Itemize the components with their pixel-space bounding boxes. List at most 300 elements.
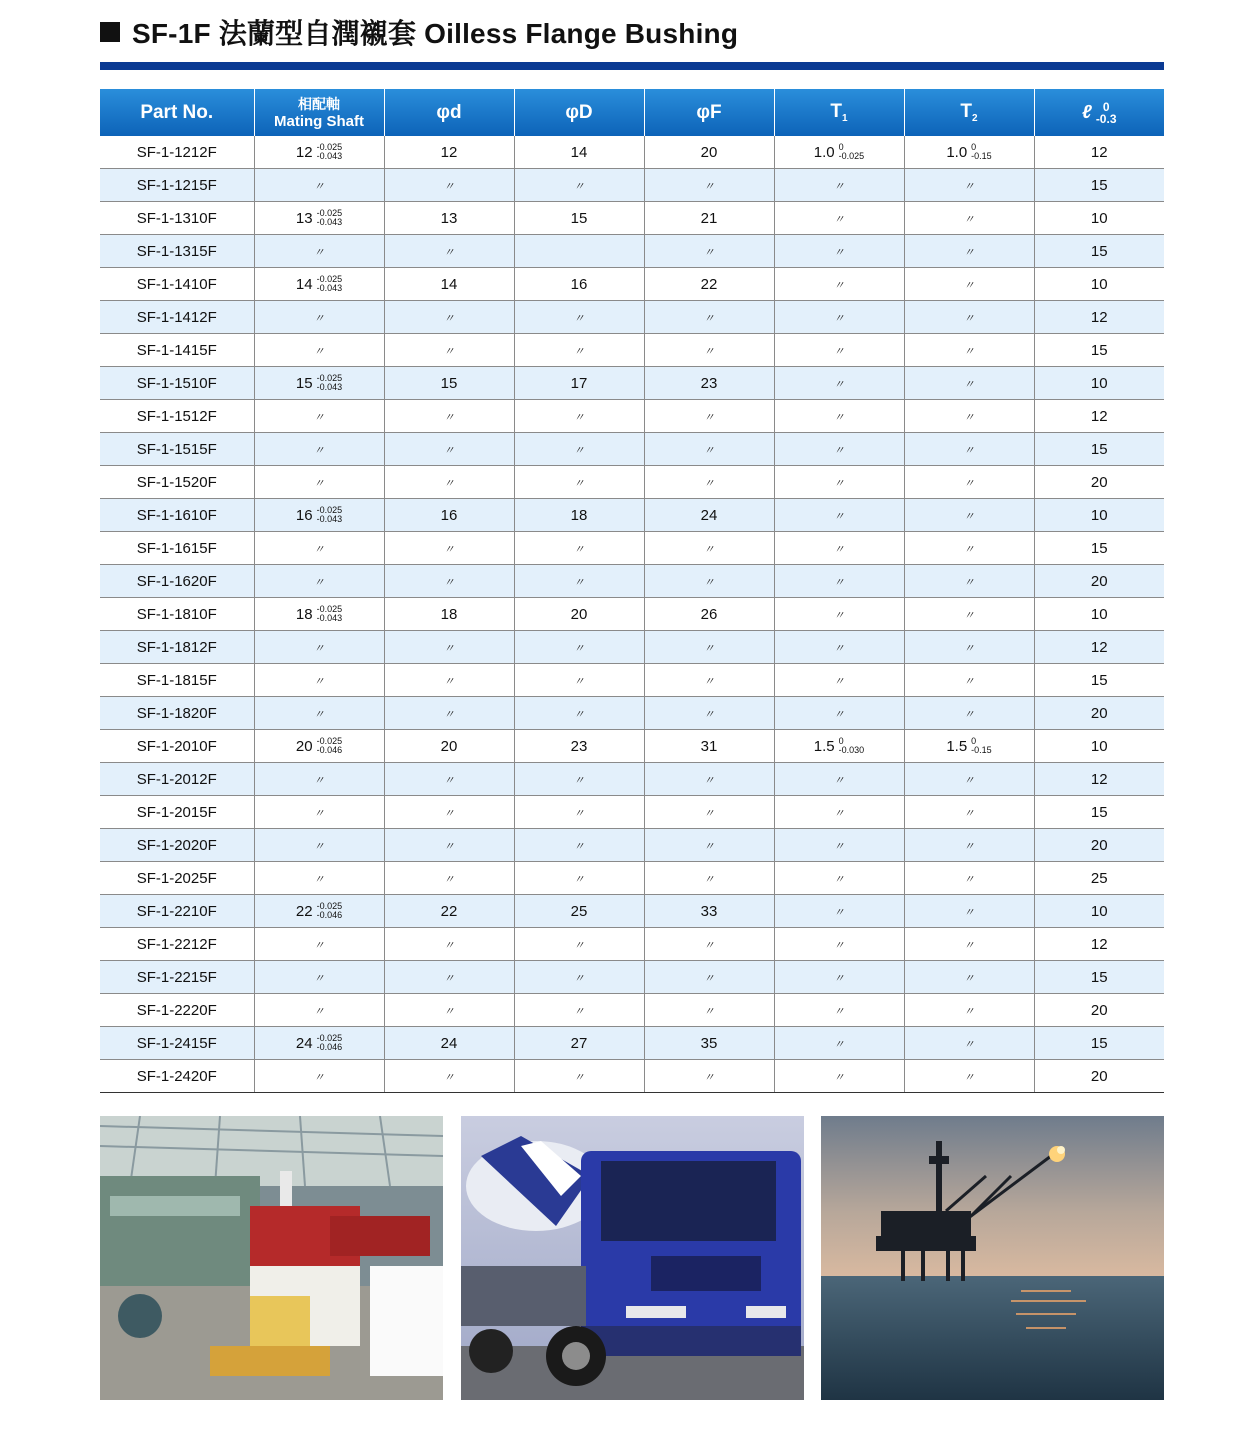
cell-d-value: 16 xyxy=(440,506,458,524)
cell-F-value: 33 xyxy=(700,902,718,920)
cell-d xyxy=(384,334,514,367)
cell-F-value: 23 xyxy=(700,374,718,392)
cell-l-value: 15 xyxy=(1090,803,1108,821)
cell-D xyxy=(514,994,644,1027)
cell-D xyxy=(514,466,644,499)
cell-F-value: 26 xyxy=(700,605,718,623)
cell-part-no: SF-1-1212F xyxy=(100,136,254,169)
cell-d xyxy=(384,730,514,763)
cell-t2 xyxy=(904,1027,1034,1060)
header-t1 xyxy=(774,89,904,136)
cell-d-value: 〃 xyxy=(443,444,455,457)
cell-F-value: 〃 xyxy=(703,345,715,358)
cell-d xyxy=(384,433,514,466)
cell-t2 xyxy=(904,235,1034,268)
cell-shaft xyxy=(254,202,384,235)
cell-shaft xyxy=(254,796,384,829)
table-row xyxy=(100,598,1164,631)
cell-F-value: 〃 xyxy=(703,840,715,853)
cell-t1 xyxy=(774,631,904,664)
cell-t2 xyxy=(904,169,1034,202)
tolerance-lower: -0.025 xyxy=(838,151,865,161)
cell-shaft xyxy=(254,466,384,499)
cell-l xyxy=(1034,928,1164,961)
cell-D-value: 〃 xyxy=(573,774,585,787)
cell-l xyxy=(1034,334,1164,367)
cell-shaft xyxy=(254,1027,384,1060)
cell-t1 xyxy=(774,433,904,466)
cell-F xyxy=(644,532,774,565)
cell-F-value: 〃 xyxy=(703,180,715,193)
cell-part-no: SF-1-1810F xyxy=(100,598,254,631)
cell-l xyxy=(1034,202,1164,235)
cell-t2-value: 〃 xyxy=(963,873,975,886)
cell-t2 xyxy=(904,334,1034,367)
cell-t2-value: 〃 xyxy=(963,279,975,292)
cell-l xyxy=(1034,862,1164,895)
cell-t1-value: 〃 xyxy=(833,774,845,787)
cell-t2-value: 〃 xyxy=(963,1071,975,1084)
table-header-row xyxy=(100,89,1164,136)
cell-t2 xyxy=(904,631,1034,664)
cell-d xyxy=(384,1027,514,1060)
cell-t2-value: 〃 xyxy=(963,378,975,391)
cell-F xyxy=(644,400,774,433)
cell-shaft xyxy=(254,598,384,631)
table-row xyxy=(100,169,1164,202)
cell-part-no: SF-1-1510F xyxy=(100,367,254,400)
cell-l xyxy=(1034,136,1164,169)
cell-F xyxy=(644,829,774,862)
table-row xyxy=(100,664,1164,697)
cell-D xyxy=(514,928,644,961)
cell-D-value: 〃 xyxy=(573,543,585,556)
cell-t1-value: 〃 xyxy=(833,1071,845,1084)
cell-D-value: 〃 xyxy=(573,477,585,490)
cell-part-no: SF-1-1812F xyxy=(100,631,254,664)
cell-D xyxy=(514,532,644,565)
cell-t1 xyxy=(774,136,904,169)
cell-t1-value: 〃 xyxy=(833,312,845,325)
cell-F-value: 22 xyxy=(700,275,718,293)
table-row xyxy=(100,565,1164,598)
cell-shaft xyxy=(254,268,384,301)
cell-t1-value: 〃 xyxy=(833,873,845,886)
cell-t2-value: 〃 xyxy=(963,906,975,919)
cell-part-no: SF-1-2012F xyxy=(100,763,254,796)
cell-shaft xyxy=(254,730,384,763)
cell-t2-value: 〃 xyxy=(963,444,975,457)
cell-D xyxy=(514,1027,644,1060)
header-mating-zh: 相配軸 xyxy=(298,95,340,112)
cell-t2-value: 〃 xyxy=(963,1038,975,1051)
cell-part-no: SF-1-1410F xyxy=(100,268,254,301)
cell-t1-value: 〃 xyxy=(833,576,845,589)
cement-truck-image xyxy=(461,1116,804,1400)
cell-part-no: SF-1-2015F xyxy=(100,796,254,829)
tolerance-lower: -0.043 xyxy=(316,217,343,227)
cell-F-value: 〃 xyxy=(703,642,715,655)
cell-t1 xyxy=(774,268,904,301)
cell-shaft xyxy=(254,433,384,466)
cell-t2 xyxy=(904,796,1034,829)
cell-t1-value: 〃 xyxy=(833,246,845,259)
cell-shaft xyxy=(254,334,384,367)
cell-t2-value: 〃 xyxy=(963,213,975,226)
cell-t2 xyxy=(904,367,1034,400)
cell-shaft-value: 〃 xyxy=(313,1005,325,1018)
cell-part-no: SF-1-2220F xyxy=(100,994,254,1027)
cell-shaft xyxy=(254,994,384,1027)
table-row xyxy=(100,532,1164,565)
cell-D-value: 〃 xyxy=(573,180,585,193)
cell-t1 xyxy=(774,1027,904,1060)
cell-part-no: SF-1-2010F xyxy=(100,730,254,763)
cell-d xyxy=(384,928,514,961)
cell-F-value: 〃 xyxy=(703,1005,715,1018)
cell-shaft-value: 24 xyxy=(295,1034,313,1052)
cell-D xyxy=(514,367,644,400)
spec-table xyxy=(100,89,1164,1093)
cell-d xyxy=(384,565,514,598)
table-row xyxy=(100,697,1164,730)
cell-d-value: 〃 xyxy=(443,873,455,886)
cell-l xyxy=(1034,268,1164,301)
cell-D-value: 〃 xyxy=(573,1005,585,1018)
cell-F-value: 〃 xyxy=(703,807,715,820)
cell-t2-value: 〃 xyxy=(963,642,975,655)
cell-D xyxy=(514,895,644,928)
tolerance-upper: 0 xyxy=(971,142,977,152)
tolerance-lower: -0.046 xyxy=(316,910,343,920)
cell-d xyxy=(384,763,514,796)
cell-t1 xyxy=(774,730,904,763)
cell-t1 xyxy=(774,994,904,1027)
cell-D-value: 〃 xyxy=(573,576,585,589)
cell-D-value: 〃 xyxy=(573,642,585,655)
cell-F xyxy=(644,796,774,829)
cell-F xyxy=(644,268,774,301)
cell-part-no: SF-1-1412F xyxy=(100,301,254,334)
cell-part-no: SF-1-2212F xyxy=(100,928,254,961)
cell-t1 xyxy=(774,598,904,631)
cell-shaft-value: 〃 xyxy=(313,1071,325,1084)
cell-F xyxy=(644,928,774,961)
cell-t1-value: 〃 xyxy=(833,609,845,622)
cell-l-value: 12 xyxy=(1090,407,1108,425)
cell-D xyxy=(514,961,644,994)
cell-d-value: 12 xyxy=(440,143,458,161)
cell-shaft-value: 14 xyxy=(295,275,313,293)
cell-d-value: 〃 xyxy=(443,576,455,589)
cell-t2-value: 〃 xyxy=(963,939,975,952)
cell-t2 xyxy=(904,697,1034,730)
cell-F-value: 〃 xyxy=(703,246,715,259)
cell-t1-value: 〃 xyxy=(833,213,845,226)
cell-D xyxy=(514,1060,644,1093)
cell-d xyxy=(384,268,514,301)
cell-shaft-value: 〃 xyxy=(313,774,325,787)
cell-t1 xyxy=(774,862,904,895)
tolerance-upper: 0 xyxy=(971,736,977,746)
cell-d xyxy=(384,994,514,1027)
cell-d xyxy=(384,1060,514,1093)
tolerance-upper: -0.025 xyxy=(316,736,343,746)
cell-d xyxy=(384,466,514,499)
cell-F xyxy=(644,1027,774,1060)
cell-D xyxy=(514,862,644,895)
cell-D xyxy=(514,433,644,466)
cell-D-value: 〃 xyxy=(573,873,585,886)
tolerance-lower: -0.15 xyxy=(971,151,992,161)
table-row xyxy=(100,829,1164,862)
cell-l-value: 25 xyxy=(1090,869,1108,887)
cell-F-value: 〃 xyxy=(703,444,715,457)
cell-t2 xyxy=(904,763,1034,796)
cell-D-value: 23 xyxy=(570,737,588,755)
cell-shaft-value: 15 xyxy=(295,374,313,392)
cell-l-value: 15 xyxy=(1090,671,1108,689)
cell-t1-value: 〃 xyxy=(833,972,845,985)
cell-d-value: 〃 xyxy=(443,246,455,259)
cell-shaft-value: 〃 xyxy=(313,807,325,820)
cell-t1-value: 〃 xyxy=(833,642,845,655)
cell-part-no: SF-1-1615F xyxy=(100,532,254,565)
cell-F-value: 〃 xyxy=(703,675,715,688)
cell-part-no: SF-1-1610F xyxy=(100,499,254,532)
tolerance-lower: -0.15 xyxy=(971,745,992,755)
cell-l-value: 15 xyxy=(1090,242,1108,260)
cell-shaft-value: 〃 xyxy=(313,312,325,325)
cell-D-value: 〃 xyxy=(573,444,585,457)
cell-t2-value: 〃 xyxy=(963,543,975,556)
table-row xyxy=(100,895,1164,928)
cell-t2-value: 1.0 xyxy=(946,143,968,161)
cell-t1 xyxy=(774,202,904,235)
cell-l xyxy=(1034,664,1164,697)
cell-D xyxy=(514,829,644,862)
cell-d-value: 〃 xyxy=(443,312,455,325)
cell-shaft xyxy=(254,631,384,664)
tolerance-lower: -0.046 xyxy=(316,1042,343,1052)
cell-t2-value: 1.5 xyxy=(946,737,968,755)
cell-l-value: 20 xyxy=(1090,1001,1108,1019)
cell-d-value: 22 xyxy=(440,902,458,920)
cell-t2 xyxy=(904,565,1034,598)
cell-t1-value: 〃 xyxy=(833,840,845,853)
cell-D-value: 〃 xyxy=(573,708,585,721)
cell-d-value: 〃 xyxy=(443,840,455,853)
cell-t2-value: 〃 xyxy=(963,609,975,622)
cell-l-value: 10 xyxy=(1090,506,1108,524)
tolerance-upper: -0.025 xyxy=(316,142,343,152)
cell-l-value: 20 xyxy=(1090,572,1108,590)
cell-shaft xyxy=(254,664,384,697)
cell-D-value: 〃 xyxy=(573,939,585,952)
cell-l xyxy=(1034,829,1164,862)
cell-shaft-value: 〃 xyxy=(313,543,325,556)
cell-D xyxy=(514,400,644,433)
cell-shaft xyxy=(254,928,384,961)
cell-t2 xyxy=(904,433,1034,466)
cell-t2-value: 〃 xyxy=(963,774,975,787)
cell-F-value: 〃 xyxy=(703,972,715,985)
cell-D-value: 〃 xyxy=(573,411,585,424)
cell-l-value: 10 xyxy=(1090,374,1108,392)
cell-t1 xyxy=(774,664,904,697)
page-title xyxy=(100,12,738,52)
table-row xyxy=(100,1060,1164,1093)
cell-part-no: SF-1-1620F xyxy=(100,565,254,598)
cell-d-value: 〃 xyxy=(443,180,455,193)
tolerance-lower: -0.043 xyxy=(316,613,343,623)
cell-d xyxy=(384,367,514,400)
table-row xyxy=(100,862,1164,895)
cell-shaft-value: 〃 xyxy=(313,840,325,853)
cell-shaft xyxy=(254,895,384,928)
cell-F-value: 31 xyxy=(700,737,718,755)
tolerance-upper: 0 xyxy=(838,142,844,152)
cell-l-value: 20 xyxy=(1090,473,1108,491)
cell-D-value: 〃 xyxy=(573,807,585,820)
cell-d-value: 〃 xyxy=(443,708,455,721)
cell-D-value: 〃 xyxy=(573,345,585,358)
cell-F xyxy=(644,598,774,631)
table-row xyxy=(100,367,1164,400)
cell-F xyxy=(644,862,774,895)
cell-part-no: SF-1-2420F xyxy=(100,1060,254,1093)
cell-F xyxy=(644,433,774,466)
title-rule xyxy=(100,62,1164,70)
cell-t2 xyxy=(904,928,1034,961)
cell-l-value: 10 xyxy=(1090,209,1108,227)
cell-shaft-value: 〃 xyxy=(313,576,325,589)
table-row xyxy=(100,631,1164,664)
cell-l xyxy=(1034,697,1164,730)
cell-l xyxy=(1034,1027,1164,1060)
cell-t2-value: 〃 xyxy=(963,345,975,358)
cell-F-value: 〃 xyxy=(703,873,715,886)
table-row xyxy=(100,268,1164,301)
header-mating-en: Mating Shaft xyxy=(274,112,364,130)
cell-t2-value: 〃 xyxy=(963,510,975,523)
cell-shaft-value: 〃 xyxy=(313,477,325,490)
tolerance-lower: -0.046 xyxy=(316,745,343,755)
cell-t2 xyxy=(904,598,1034,631)
cell-d-value: 20 xyxy=(440,737,458,755)
cell-l xyxy=(1034,565,1164,598)
cell-d-value: 〃 xyxy=(443,477,455,490)
cell-shaft-value: 16 xyxy=(295,506,313,524)
cell-l-value: 10 xyxy=(1090,737,1108,755)
cell-shaft-value: 〃 xyxy=(313,345,325,358)
cell-t2-value: 〃 xyxy=(963,312,975,325)
cell-shaft xyxy=(254,829,384,862)
cell-d xyxy=(384,895,514,928)
cell-D-value: 16 xyxy=(570,275,588,293)
cell-D xyxy=(514,565,644,598)
tolerance-upper: -0.025 xyxy=(316,1033,343,1043)
cell-shaft xyxy=(254,961,384,994)
cell-t2-value: 〃 xyxy=(963,807,975,820)
cell-shaft xyxy=(254,499,384,532)
cell-l-value: 12 xyxy=(1090,308,1108,326)
table-row xyxy=(100,499,1164,532)
cell-d-value: 〃 xyxy=(443,939,455,952)
cell-D xyxy=(514,598,644,631)
cell-t2-value: 〃 xyxy=(963,576,975,589)
cell-shaft-value: 〃 xyxy=(313,411,325,424)
cell-l-value: 10 xyxy=(1090,275,1108,293)
cell-l-value: 15 xyxy=(1090,440,1108,458)
cell-shaft xyxy=(254,169,384,202)
table-row xyxy=(100,928,1164,961)
cell-shaft-value: 18 xyxy=(295,605,313,623)
tolerance-lower: -0.030 xyxy=(838,745,865,755)
cell-t2 xyxy=(904,862,1034,895)
cell-t1 xyxy=(774,928,904,961)
cell-shaft xyxy=(254,1060,384,1093)
cell-shaft-value: 〃 xyxy=(313,939,325,952)
cell-shaft xyxy=(254,367,384,400)
cell-part-no: SF-1-2025F xyxy=(100,862,254,895)
cell-l xyxy=(1034,796,1164,829)
cell-shaft-value: 〃 xyxy=(313,873,325,886)
cell-t1-value: 〃 xyxy=(833,279,845,292)
table-row xyxy=(100,334,1164,367)
cell-t2 xyxy=(904,829,1034,862)
cell-l xyxy=(1034,961,1164,994)
table-row xyxy=(100,466,1164,499)
cell-F xyxy=(644,895,774,928)
cell-part-no: SF-1-1415F xyxy=(100,334,254,367)
cell-l-value: 20 xyxy=(1090,1067,1108,1085)
tolerance-upper: -0.025 xyxy=(316,901,343,911)
cell-t1-value: 1.5 xyxy=(813,737,835,755)
tolerance-lower: -0.043 xyxy=(316,283,343,293)
table-body xyxy=(100,136,1164,1093)
cell-t1 xyxy=(774,1060,904,1093)
cell-F xyxy=(644,202,774,235)
tolerance-lower: -0.043 xyxy=(316,151,343,161)
cell-d-value: 〃 xyxy=(443,411,455,424)
cell-d-value: 〃 xyxy=(443,774,455,787)
cell-d-value: 〃 xyxy=(443,807,455,820)
cell-F xyxy=(644,994,774,1027)
cell-part-no: SF-1-1820F xyxy=(100,697,254,730)
cell-F-value: 〃 xyxy=(703,543,715,556)
cell-t2 xyxy=(904,136,1034,169)
cell-l xyxy=(1034,367,1164,400)
cell-t1 xyxy=(774,565,904,598)
cell-shaft xyxy=(254,400,384,433)
cell-t2 xyxy=(904,499,1034,532)
header-D: φD xyxy=(514,89,644,136)
cell-D xyxy=(514,136,644,169)
cell-t1-value: 〃 xyxy=(833,675,845,688)
cell-shaft-value: 〃 xyxy=(313,708,325,721)
cell-l xyxy=(1034,433,1164,466)
table-row xyxy=(100,796,1164,829)
cell-D-value: 25 xyxy=(570,902,588,920)
cell-t1 xyxy=(774,301,904,334)
cell-l xyxy=(1034,400,1164,433)
cell-d xyxy=(384,235,514,268)
cell-shaft xyxy=(254,763,384,796)
cell-shaft xyxy=(254,301,384,334)
cell-t2-value: 〃 xyxy=(963,477,975,490)
cell-F xyxy=(644,664,774,697)
